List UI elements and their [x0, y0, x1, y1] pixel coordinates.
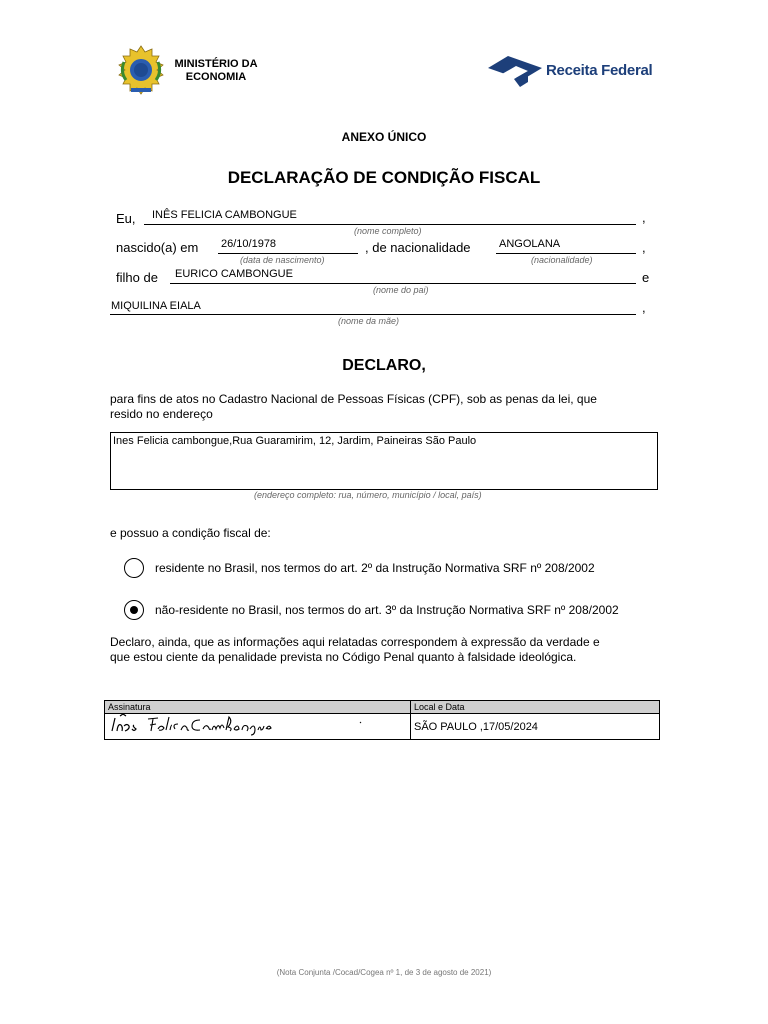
- radio-resident[interactable]: [124, 558, 144, 578]
- nationality-comma: ,: [642, 240, 646, 255]
- coat-of-arms-logo: [114, 44, 168, 98]
- receita-federal-text: Receita Federal: [546, 62, 653, 79]
- closing-line-2: que estou ciente da penalidade prevista no Código Penal quanto à falsidade ideológica.: [110, 650, 577, 664]
- father-hint: (nome do pai): [373, 285, 429, 295]
- nationality-value: ANGOLANA: [499, 238, 561, 250]
- birth-date-value: 26/10/1978: [221, 238, 277, 250]
- address-box: [110, 432, 658, 490]
- mother-comma: ,: [642, 300, 646, 315]
- annex-title: ANEXO ÚNICO: [341, 130, 427, 144]
- option-resident-label: residente no Brasil, nos termos do art. 2º da Instrução Normativa SRF nº 208/2002: [155, 561, 595, 575]
- document-title: DECLARAÇÃO DE CONDIÇÃO FISCAL: [227, 168, 541, 187]
- footer-note: (Nota Conjunta /Cocad/Cogea nº 1, de 3 de agosto de 2021): [276, 968, 492, 977]
- birth-underline: [218, 253, 358, 254]
- intro-line-1: para fins de atos no Cadastro Nacional de Pessoas Físicas (CPF), sob as penas da lei, que: [110, 392, 597, 406]
- father-underline: [170, 283, 636, 284]
- child-of-label: filho de: [116, 270, 158, 285]
- nationality-hint: (nacionalidade): [531, 255, 593, 265]
- father-name-value: EURICO CAMBONGUE: [175, 268, 293, 280]
- born-label: nascido(a) em: [116, 240, 199, 255]
- address-hint: (endereço completo: rua, número, município / local, país): [254, 490, 482, 500]
- place-date-header: Local e Data: [411, 701, 660, 714]
- intro-line-2: resido no endereço: [110, 407, 213, 421]
- ministry-line-2: ECONOMIA: [185, 71, 247, 83]
- option-non-resident-label: não-residente no Brasil, nos termos do art. 3º da Instrução Normativa SRF nº 208/2002: [155, 603, 619, 617]
- radio-non-resident[interactable]: [124, 600, 144, 620]
- radio-selected-dot: [130, 606, 138, 614]
- ministry-line-1: MINISTÉRIO DA: [174, 58, 258, 70]
- birth-hint: (data de nascimento): [240, 255, 325, 265]
- name-value: INÊS FELICIA CAMBONGUE: [152, 209, 297, 221]
- signature-table: [104, 700, 660, 740]
- declaro-heading: DECLARO,: [342, 357, 426, 374]
- handwritten-signature: [108, 714, 408, 736]
- closing-line-1: Declaro, ainda, que as informações aqui relatadas correspondem à expressão da verdade e: [110, 635, 600, 649]
- name-underline: [144, 224, 636, 225]
- name-hint: (nome completo): [354, 226, 422, 236]
- nationality-underline: [496, 253, 636, 254]
- condition-label: e possuo a condição fiscal de:: [110, 526, 271, 540]
- eu-label: Eu,: [116, 211, 136, 226]
- name-comma: ,: [642, 210, 646, 225]
- nationality-label: , de nacionalidade: [365, 240, 471, 255]
- place-date-value[interactable]: SÃO PAULO ,17/05/2024: [411, 714, 660, 740]
- signature-cell[interactable]: [105, 714, 411, 740]
- receita-federal-logo: [486, 52, 656, 90]
- signature-header: Assinatura: [105, 701, 411, 714]
- mother-underline: [110, 314, 636, 315]
- and-label: e: [642, 270, 650, 285]
- mother-name-value: MIQUILINA EIALA: [111, 300, 201, 312]
- mother-hint: (nome da mãe): [338, 316, 400, 326]
- address-value: Ines Felicia cambongue,Rua Guaramirim, 12, Jardim, Paineiras São Paulo: [113, 435, 477, 447]
